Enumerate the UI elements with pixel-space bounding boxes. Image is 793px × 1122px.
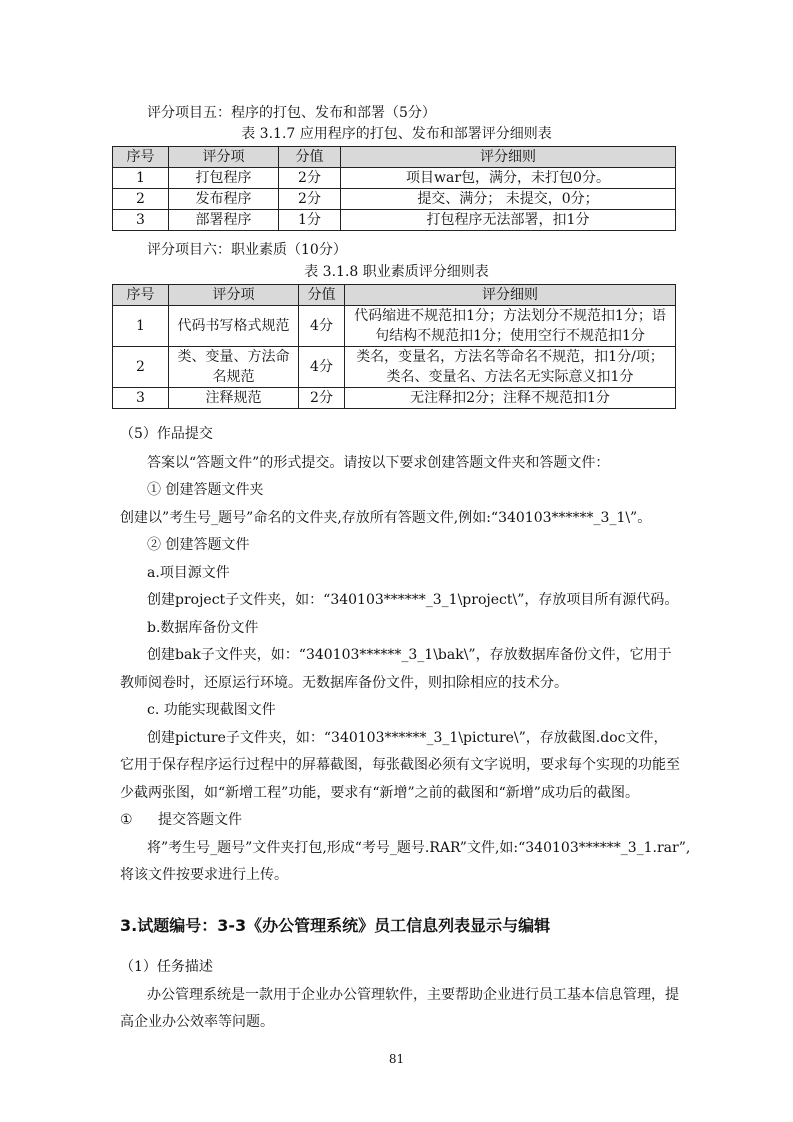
paragraph-line: 少截两张图，如“新增工程”功能，要求有“新增”之前的截图和“新增”成功后的截图。 <box>120 785 639 801</box>
table-cell: 项目war包，满分，未打包0分。 <box>341 168 676 189</box>
table-cell: 2分 <box>279 168 341 189</box>
table-cell: 4分 <box>299 306 345 347</box>
paragraph-line: 教师阅卷时，还原运行环境。无数据库备份文件，则扣除相应的技术分。 <box>120 675 568 691</box>
table-cell: 1分 <box>279 210 341 231</box>
table2-caption: 表 3.1.8 职业素质评分细则表 <box>304 264 489 280</box>
table1-header-row <box>113 147 676 168</box>
cell-line: 句结构不规范扣1分；使用空行不规范扣1分 <box>375 328 645 344</box>
table-cell: 2分 <box>299 388 345 409</box>
table1-header-cell: 分值 <box>279 147 341 168</box>
table-cell: 提交、满分； 未提交，0分； <box>341 189 676 210</box>
table-cell: 1 <box>113 168 169 189</box>
table1-header-cell: 评分项 <box>169 147 279 168</box>
cell-line: 类名、变量名、方法名无实际意义扣1分 <box>386 369 634 385</box>
table2-header-cell: 评分细则 <box>345 285 676 306</box>
table-cell: 注释规范 <box>169 388 299 409</box>
paragraph-line: 将该文件按要求进行上传。 <box>120 867 288 883</box>
list-number: ① <box>120 812 133 828</box>
paragraph-line: 办公管理系统是一款用于企业办公管理软件，主要帮助企业进行员工基本信息管理，提 <box>147 987 679 1003</box>
table-cell: 3 <box>113 388 169 409</box>
table2-header-cell: 序号 <box>113 285 169 306</box>
paragraph-line: b.数据库备份文件 <box>147 620 259 636</box>
section-heading: 3.试题编号：3-3《办公管理系统》员工信息列表显示与编辑 <box>120 916 551 935</box>
table2 <box>112 284 676 409</box>
table-cell <box>345 306 676 347</box>
table1 <box>112 146 676 231</box>
cell-line: 类、变量、方法命 <box>177 349 290 365</box>
table-cell: 2分 <box>279 189 341 210</box>
table-cell: 打包程序无法部署，扣1分 <box>341 210 676 231</box>
table-cell: 代码书写格式规范 <box>169 306 299 347</box>
paragraph-line: 高企业办公效率等问题。 <box>120 1014 274 1030</box>
table2-header-cell: 评分项 <box>169 285 299 306</box>
table-row <box>113 168 676 189</box>
table2-header-cell: 分值 <box>299 285 345 306</box>
table-cell <box>345 347 676 388</box>
page-number: 81 <box>388 1052 405 1066</box>
paragraph-line: 将”考生号_题号”文件夹打包,形成“考号_题号.RAR”文件,如:“340103******_3_1.rar”, <box>147 840 691 856</box>
table-cell: 4分 <box>299 347 345 388</box>
section6-title: 评分项目六：职业素质（10分） <box>147 242 347 258</box>
table-row <box>113 388 676 409</box>
paragraph-line: 提交答题文件 <box>158 812 242 828</box>
cell-line: 代码缩进不规范扣1分；方法划分不规范扣1分；语 <box>354 308 666 324</box>
paragraph-line: 创建picture子文件夹，如：“340103******_3_1\picture\”，存放截图.doc文件， <box>147 730 668 746</box>
table-row <box>113 210 676 231</box>
task-heading: （1）任务描述 <box>120 959 213 975</box>
paragraph-line: 创建以”考生号_题号”命名的文件夹,存放所有答题文件,例如:“340103******_3_1\”。 <box>120 510 652 526</box>
paragraph-line: 创建bak子文件夹，如：“340103******_3_1\bak\”，存放数据库备份文件，它用于 <box>147 647 672 663</box>
paragraph-line: 它用于保存程序运行过程中的屏幕截图，每张截图必须有文字说明，要求每个实现的功能至 <box>120 757 680 773</box>
paragraph-line: 答案以“答题文件”的形式提交。请按以下要求创建答题文件夹和答题文件： <box>147 455 610 471</box>
table-cell: 部署程序 <box>169 210 279 231</box>
paragraph-line: a.项目源文件 <box>147 565 230 581</box>
paragraph-line: ① 创建答题文件夹 <box>147 482 264 498</box>
table-row <box>113 189 676 210</box>
table-cell: 发布程序 <box>169 189 279 210</box>
table-row <box>113 306 676 347</box>
table-cell: 2 <box>113 189 169 210</box>
table-cell <box>169 347 299 388</box>
cell-line: 类名，变量名，方法名等命名不规范，扣1分/项； <box>356 349 664 365</box>
submission-heading: （5）作品提交 <box>120 426 213 442</box>
table1-header-cell: 评分细则 <box>341 147 676 168</box>
table-cell: 1 <box>113 306 169 347</box>
cell-line: 名规范 <box>212 369 255 385</box>
paragraph-line: c. 功能实现截图文件 <box>147 702 276 718</box>
paragraph-line: ② 创建答题文件 <box>147 537 250 553</box>
table-cell: 3 <box>113 210 169 231</box>
table-row <box>113 347 676 388</box>
table2-header-row <box>113 285 676 306</box>
table-cell: 2 <box>113 347 169 388</box>
section5-title: 评分项目五：程序的打包、发布和部署（5分） <box>147 105 436 121</box>
table-cell: 打包程序 <box>169 168 279 189</box>
table-cell: 无注释扣2分；注释不规范扣1分 <box>345 388 676 409</box>
table1-caption: 表 3.1.7 应用程序的打包、发布和部署评分细则表 <box>241 126 552 142</box>
paragraph-line: 创建project子文件夹，如：“340103******_3_1\project\”，存放项目所有源代码。 <box>147 592 679 608</box>
table1-header-cell: 序号 <box>113 147 169 168</box>
